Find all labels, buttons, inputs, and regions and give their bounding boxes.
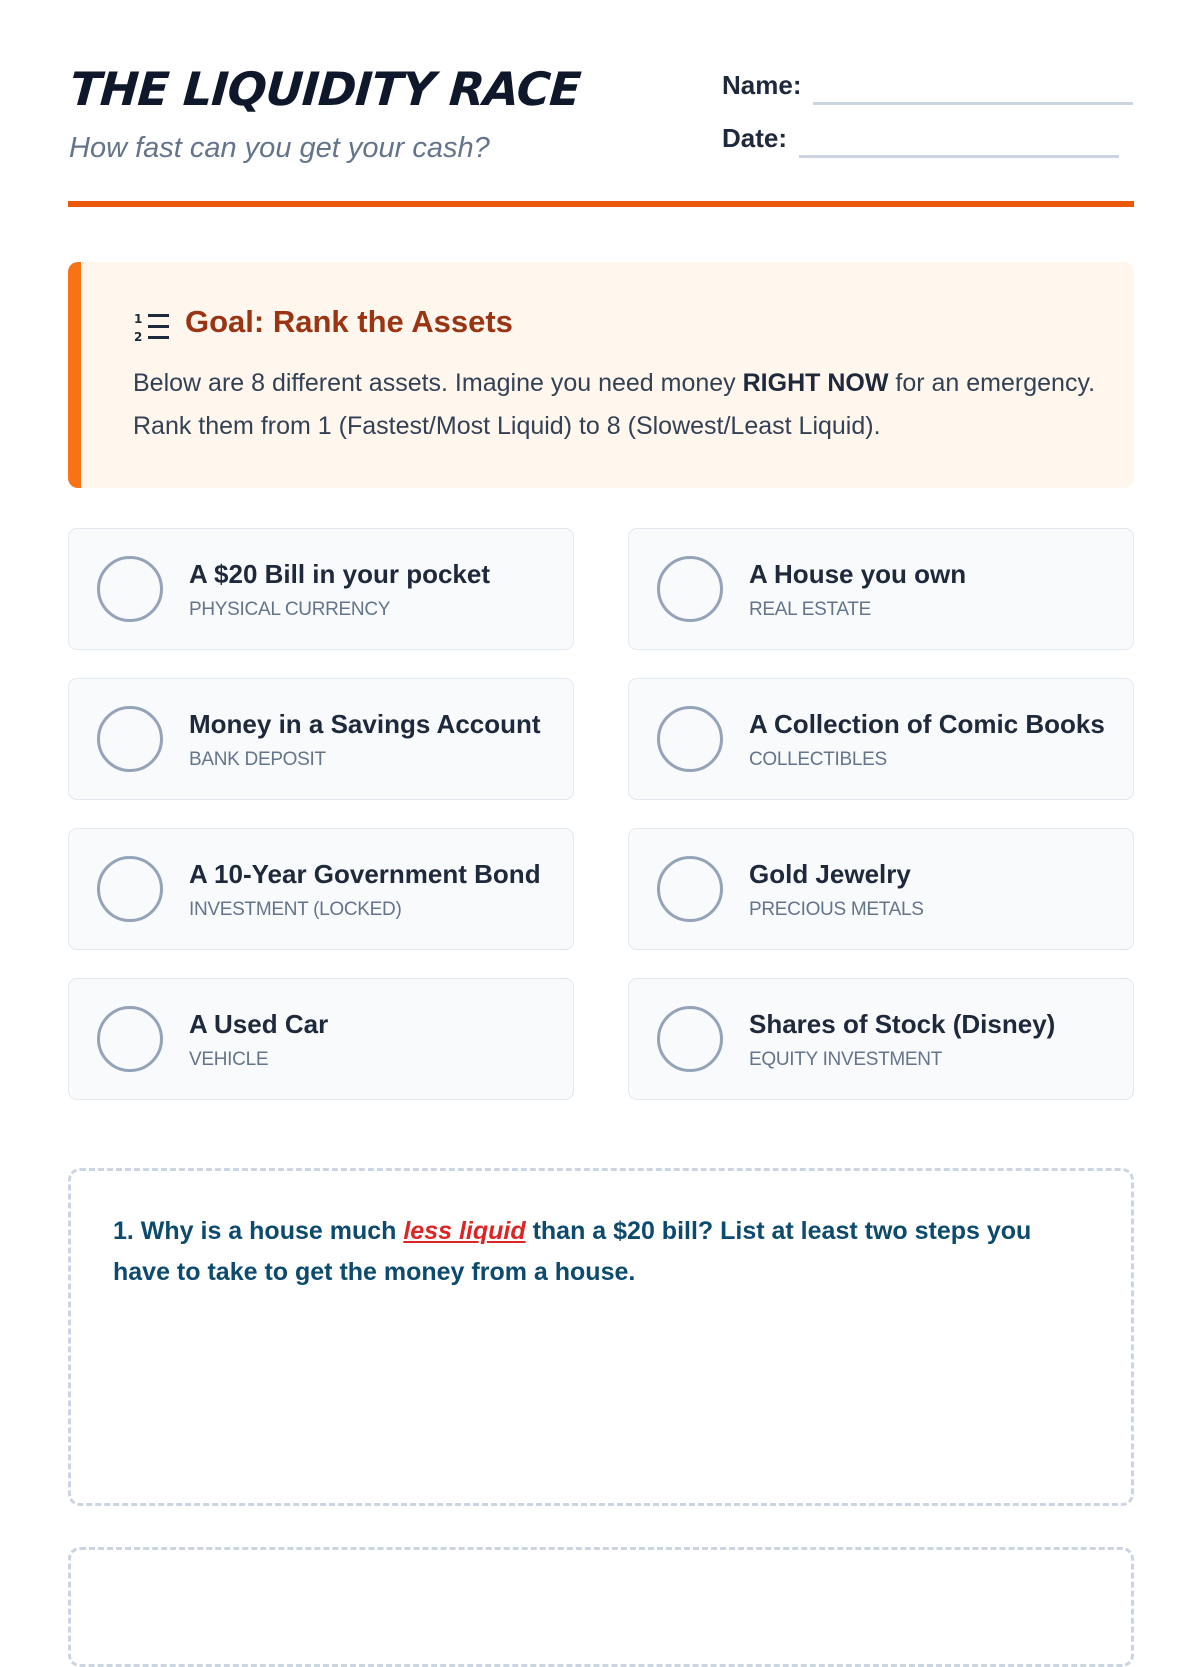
asset-name: A House you own	[749, 559, 967, 589]
name-label: Name:	[722, 70, 802, 100]
goal-instructions: Below are 8 different assets. Imagine you need money RIGHT NOW for an emergency. Rank them from 1 (Fastest/Most Liquid) to 8 (Slowest/Least Liquid).	[133, 369, 1096, 440]
date-label: Date:	[722, 123, 788, 153]
asset-name: A Collection of Comic Books	[749, 709, 1105, 739]
svg-text:2: 2	[134, 330, 143, 344]
question-2-answer-box[interactable]	[68, 1547, 1134, 1667]
question-1-answer-box[interactable]	[68, 1168, 1134, 1506]
asset-card	[628, 828, 1134, 950]
asset-category: PHYSICAL CURRENCY	[189, 599, 391, 620]
asset-card	[68, 528, 574, 650]
asset-category: COLLECTIBLES	[749, 749, 887, 770]
rank-circle[interactable]	[97, 856, 163, 922]
rank-circle[interactable]	[97, 556, 163, 622]
asset-card	[68, 978, 574, 1100]
asset-card	[68, 678, 574, 800]
rank-circle[interactable]	[97, 1006, 163, 1072]
asset-card	[68, 828, 574, 950]
asset-category: VEHICLE	[189, 1049, 269, 1070]
date-field[interactable]	[799, 155, 1119, 158]
rank-circle[interactable]	[97, 706, 163, 772]
asset-card	[628, 528, 1134, 650]
rank-circle[interactable]	[657, 856, 723, 922]
asset-category: INVESTMENT (LOCKED)	[189, 899, 402, 920]
header-divider	[68, 201, 1134, 207]
asset-category: EQUITY INVESTMENT	[749, 1049, 943, 1070]
asset-category: PRECIOUS METALS	[749, 899, 924, 920]
page-subtitle: How fast can you get your cash?	[69, 132, 490, 164]
asset-name: Shares of Stock (Disney)	[749, 1009, 1056, 1039]
asset-category: BANK DEPOSIT	[189, 749, 326, 770]
rank-circle[interactable]	[657, 1006, 723, 1072]
asset-card	[628, 978, 1134, 1100]
page-title: THE LIQUIDITY RACE	[68, 62, 582, 116]
asset-card	[628, 678, 1134, 800]
asset-name: Money in a Savings Account	[189, 709, 541, 739]
numbered-list-icon	[133, 310, 171, 344]
asset-name: A Used Car	[189, 1009, 329, 1039]
goal-title: Goal: Rank the Assets	[185, 304, 513, 339]
asset-name: A $20 Bill in your pocket	[189, 559, 491, 589]
asset-name: Gold Jewelry	[749, 859, 911, 889]
question-1-text: 1. Why is a house much less liquid than a $20 bill? List at least two steps you have to take to get the money from a house.	[113, 1217, 1032, 1286]
asset-category: REAL ESTATE	[749, 599, 871, 620]
asset-name: A 10-Year Government Bond	[189, 859, 541, 889]
svg-text:1: 1	[134, 312, 143, 326]
rank-circle[interactable]	[657, 556, 723, 622]
goal-box	[68, 262, 1134, 488]
rank-circle[interactable]	[657, 706, 723, 772]
name-field[interactable]	[813, 102, 1133, 105]
